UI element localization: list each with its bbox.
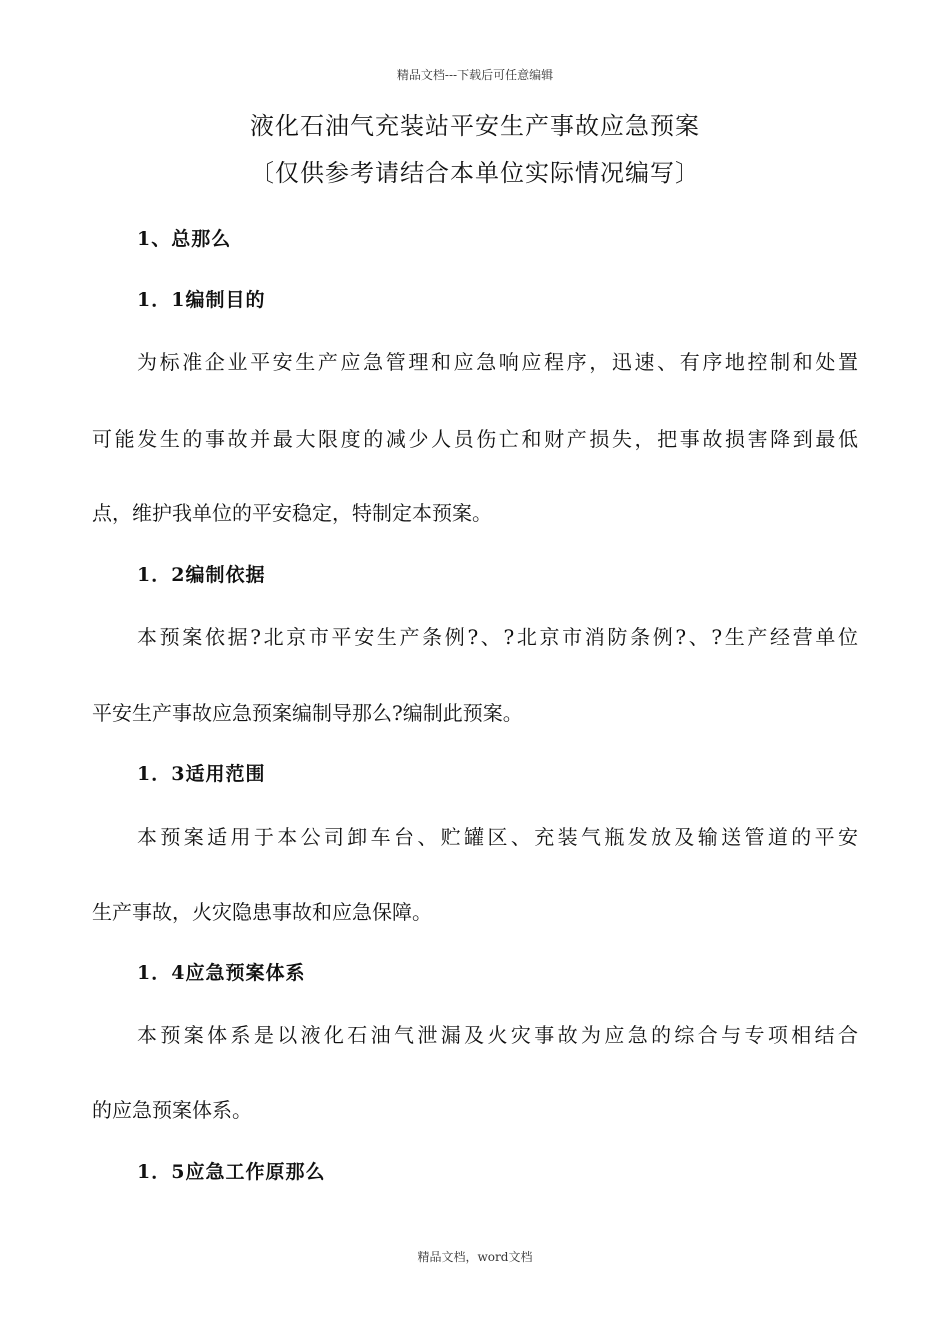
document-title: 液化石油气充装站平安生产事故应急预案 xyxy=(250,112,700,140)
section-heading-purpose: 1．1编制目的 xyxy=(137,289,266,311)
paragraph-line: 生产事故，火灾隐患事故和应急保障。 xyxy=(92,900,432,924)
paragraph-line: 的应急预案体系。 xyxy=(92,1098,252,1122)
section-heading-basis: 1．2编制依据 xyxy=(137,564,266,586)
section-heading-general: 1、总那么 xyxy=(137,228,232,250)
paragraph-line: 本预案适用于本公司卸车台、贮罐区、充装气瓶发放及输送管道的平安 xyxy=(137,825,858,849)
paragraph-line: 本预案体系是以液化石油气泄漏及火灾事故为应急的综合与专项相结合 xyxy=(137,1023,858,1047)
paragraph-line: 本预案依据?北京市平安生产条例?、?北京市消防条例?、?生产经营单位 xyxy=(137,625,858,649)
page-header: 精品文档---下载后可任意编辑 xyxy=(396,68,554,82)
document-subtitle: 〔仅供参考请结合本单位实际情况编写〕 xyxy=(250,159,700,187)
section-heading-scope: 1．3适用范围 xyxy=(137,763,266,785)
section-heading-principles: 1．5应急工作原那么 xyxy=(137,1161,326,1183)
paragraph-line: 平安生产事故应急预案编制导那么?编制此预案。 xyxy=(92,701,523,725)
section-heading-system: 1．4应急预案体系 xyxy=(137,962,306,984)
page-footer: 精品文档，word文档 xyxy=(417,1250,533,1264)
paragraph-line: 为标准企业平安生产应急管理和应急响应程序，迅速、有序地控制和处置 xyxy=(137,350,858,374)
paragraph-line: 可能发生的事故并最大限度的减少人员伤亡和财产损失，把事故损害降到最低 xyxy=(92,427,858,451)
paragraph-line: 点，维护我单位的平安稳定，特制定本预案。 xyxy=(92,501,492,525)
